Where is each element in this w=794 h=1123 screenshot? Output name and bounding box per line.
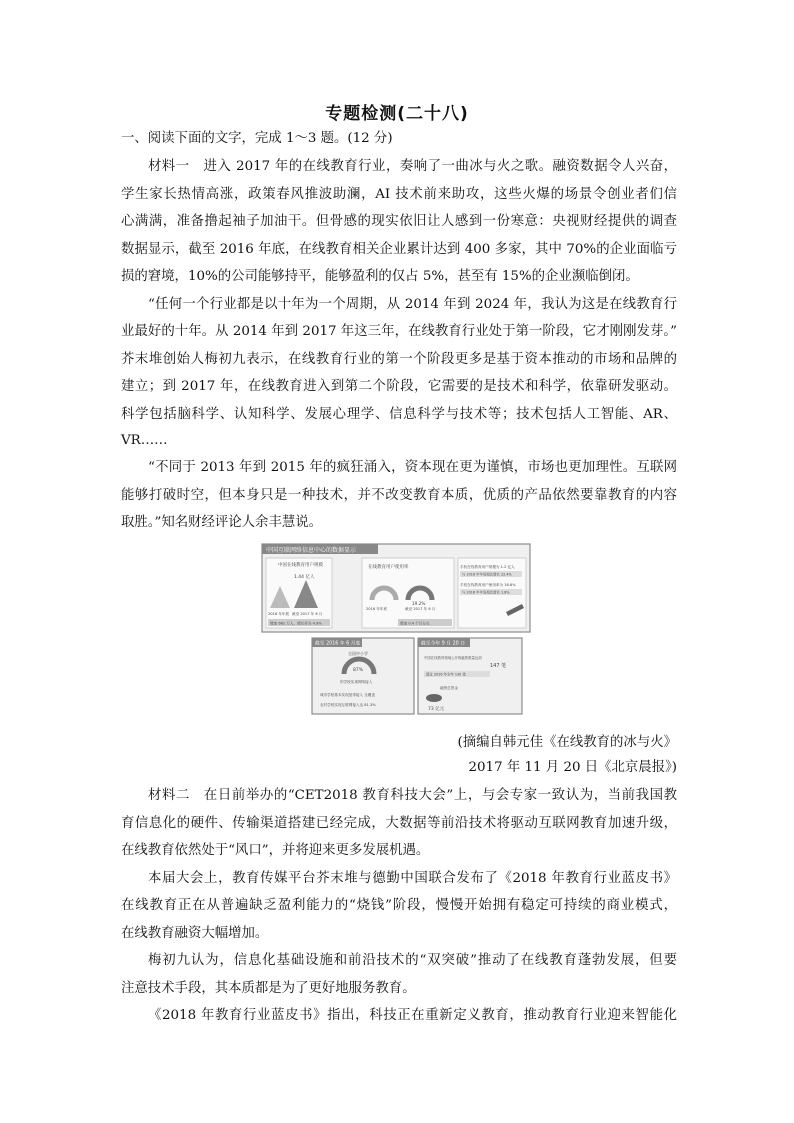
- text-line: “任何一个行业都是以十年为一个周期，从 2014 年到 2024 年，我认为这是在线教育行: [148, 297, 677, 312]
- text-line: 科学包括脑科学、认知科学、发展心理学、信息科学与技术等；技术包括人工智能、AR、: [121, 407, 677, 422]
- p4-sub: 全国中小学: [348, 651, 368, 656]
- p4-bullet2: 农村学校实现互联网接入达 81.3%: [320, 703, 376, 707]
- p2-x1: 2016 年年底: [366, 607, 388, 611]
- text-line: 在线教育正在从普遍缺乏盈利能力的“烧钱”阶段，慢慢开始拥有稳定可持续的商业模式，: [121, 898, 677, 913]
- p5-value1: 147 笔: [490, 663, 507, 669]
- p3-line3: 手机在线教育用户使用率为 16.6%: [460, 583, 516, 587]
- text-line: 本届大会上，教育传媒平台芥末堆与德勤中国联合发布了《2018 年教育行业蓝皮书》: [148, 871, 677, 886]
- text-line: 建立；到 2017 年，在线教育进入到第二个阶段，它需要的是技术和科学，依靠研发驱动。: [121, 379, 677, 394]
- question-header: 一、阅读下面的文字，完成 1～3 题。(12 分): [121, 131, 393, 146]
- p1-value: 1.44 亿人: [294, 575, 315, 580]
- text-line: 梅初九认为，信息化基础设施和前沿技术的“双突破”推动了在线教育蓬勃发展，但要: [148, 953, 677, 968]
- text-line: VR……: [121, 433, 168, 448]
- source-citation-date: 2017 年 11 月 20 日《北京晨报》): [468, 760, 677, 775]
- text-line: “不同于 2013 年到 2015 年的疯狂涌入，资本现在更为谨慎，市场也更加理性。互联网: [148, 460, 677, 475]
- text-line: 数据显示，截至 2016 年底，在线教育相关企业累计达到 400 多家，其中 70%的企业面临亏: [121, 242, 677, 257]
- text-line: 损的窘境，10%的公司能够持平，能够盈利的仅占 5%，甚至有 15%的企业濒临倒闭。: [121, 269, 639, 284]
- p2-x2: 截至 2017 年 6 月: [405, 607, 436, 611]
- text-line: 心满满，准备撸起袖子加油干。但骨感的现实依旧让人感到一份寒意：央视财经提供的调查: [121, 214, 677, 229]
- p3-line1: 手机在线教育用户规模为 1.2 亿人: [460, 565, 515, 569]
- text-line: 在线教育融资大幅增加。: [121, 926, 269, 941]
- p3-line2: 与 2016 年年底相比增长 22.4%: [462, 572, 512, 577]
- p4-value: 87%: [353, 668, 364, 673]
- p3-line4: 与 2016 年年底相比增长 1.8%: [462, 590, 510, 595]
- p2-note: 增加 0.4 个百分点: [400, 621, 430, 626]
- text-line: 取胜。”知名财经评论人余丰慧说。: [121, 515, 323, 530]
- p5-line2: 超过 2016 年全年 130 笔: [426, 672, 466, 677]
- p2-label: 在线教育用户使用率: [368, 565, 409, 570]
- p5-line1: 中国在线教育领域公开的融资数量达到: [424, 656, 482, 660]
- p4-bullet1: 城市学校基本实现宽带接入 全覆盖: [320, 693, 376, 697]
- text-line: 育信息化的硬件、传输渠道搭建已经完成，大数据等前沿技术将驱动互联网教育加速升级，: [121, 816, 677, 831]
- source-citation: (摘编自韩元佳《在线教育的冰与火》: [457, 735, 677, 750]
- p5-value2: 73 亿元: [428, 707, 445, 712]
- p1-x2: 截至 2017 年 6 月: [292, 612, 323, 616]
- text-line: 材料二 在日前举办的“CET2018 教育科技大会”上，与会专家一致认为，当前我国教: [148, 788, 677, 803]
- p5-line3: 融资总资金: [440, 686, 458, 690]
- money-icon: [426, 694, 442, 702]
- infographic-figure: [260, 542, 532, 717]
- text-line: 业最好的十年。从 2014 年到 2017 年这三年，在线教育行业处于第一阶段，它才刚刚发芽。”: [121, 324, 677, 339]
- text-line: 芥末堆创始人梅初九表示，在线教育行业的第一个阶段更多是基于资本推动的市场和品牌的: [121, 352, 677, 367]
- text-line: 学生家长热情高涨，政策春风推波助澜，AI 技术前来助攻，这些火爆的场景令创业者们信: [121, 187, 677, 202]
- p4-label: 的学校实现网络接入: [340, 680, 373, 684]
- p1-note: 增加 662 万人，增长率为 4.9%: [270, 621, 322, 626]
- page-title: 专题检测(二十八): [325, 104, 469, 124]
- p4-header: 截至 2016 年 6 月底: [315, 641, 361, 647]
- text-line: 在线教育依然处于“风口”，并将迎来更多发展机遇。: [121, 843, 430, 858]
- text-line: 《2018 年教育行业蓝皮书》指出，科技正在重新定义教育，推动教育行业迎来智能化: [148, 1008, 677, 1023]
- text-line: 能够打破时空，但本身只是一种技术，并不改变教育本质，优质的产品依然要靠教育的内容: [121, 488, 677, 503]
- p5-header: 截至今年 9 月 20 日: [421, 641, 466, 647]
- p1-x1: 2016 年年底: [268, 612, 290, 616]
- text-line: 材料一 进入 2017 年的在线教育行业，奏响了一曲冰与火之歌。融资数据令人兴奋，: [148, 159, 677, 174]
- figure-header: 中国互联网络信息中心的数据显示: [266, 547, 357, 554]
- text-line: 注意技术手段，其本质都是为了更好地服务教育。: [121, 981, 416, 996]
- p1-label: 中国在线教育用户规模: [278, 563, 323, 568]
- p2-value: 19.2%: [412, 601, 426, 606]
